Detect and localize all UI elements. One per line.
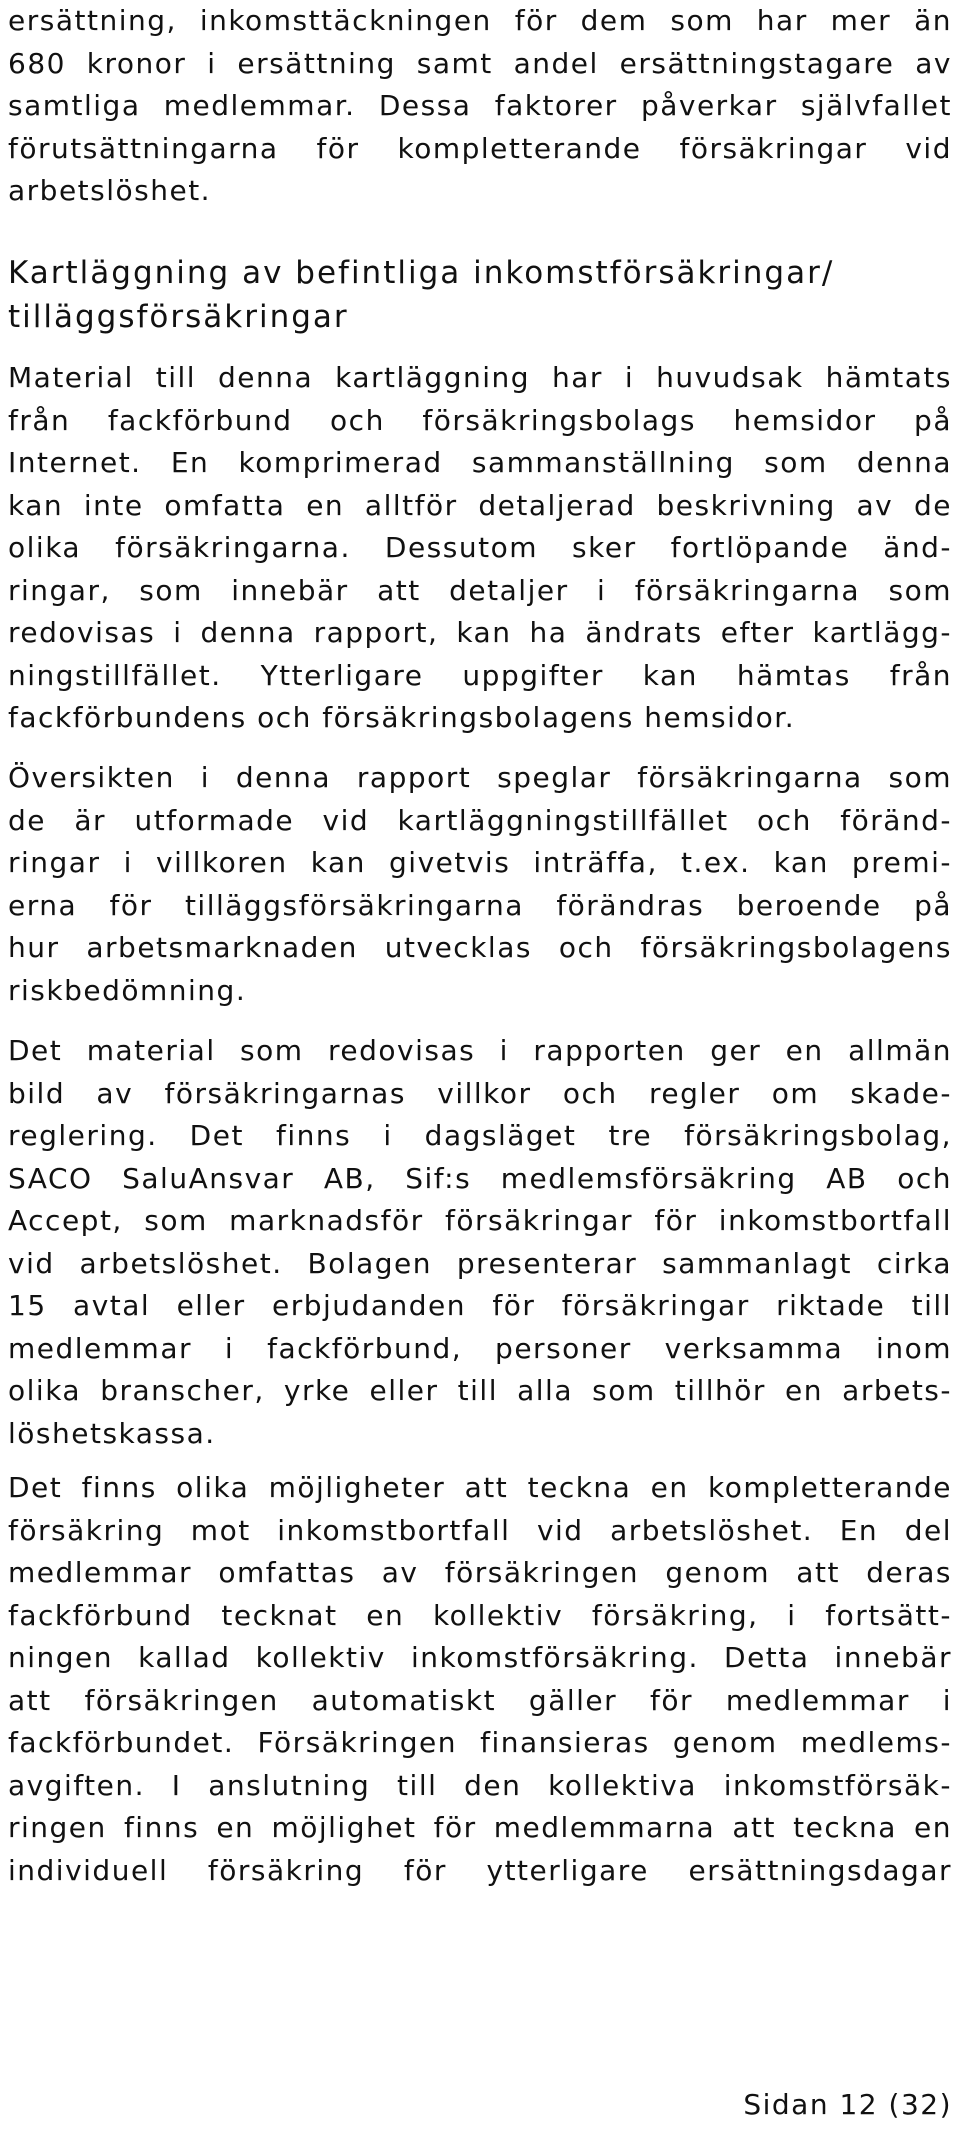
text-line: avgiften. I anslutning till den kollektiva inkomstförsäk- bbox=[8, 1768, 952, 1802]
text-line: riskbedömning. bbox=[8, 973, 247, 1007]
text-line: 680 kronor i ersättning samt andel ersättningstagare av bbox=[8, 46, 952, 80]
text-line: förutsättningarna för kompletterande försäkringar vid bbox=[8, 131, 952, 165]
text-line: erna för tilläggsförsäkringarna förändras beroende på bbox=[8, 888, 952, 922]
text-line: bild av försäkringarnas villkor och regler om skade- bbox=[8, 1076, 952, 1110]
paragraph-insurers bbox=[8, 1030, 952, 1455]
text-line: fackförbund tecknat en kollektiv försäkring, i fortsätt- bbox=[8, 1598, 952, 1632]
text-line: Översikten i denna rapport speglar försäkringarna som bbox=[8, 761, 952, 794]
text-line: att försäkringen automatiskt gäller för medlemmar i bbox=[8, 1683, 952, 1717]
paragraph-material bbox=[8, 357, 952, 740]
text-line: arbetslöshet. bbox=[8, 174, 212, 207]
page-number: Sidan 12 (32) bbox=[743, 2088, 952, 2121]
text-line: olika försäkringarna. Dessutom sker fortlöpande änd- bbox=[8, 531, 952, 564]
text-line: ringar, som innebär att detaljer i försäkringarna som bbox=[8, 573, 952, 607]
text-line: fackförbundens och försäkringsbolagens hemsidor. bbox=[8, 701, 796, 734]
text-line: reglering. Det finns i dagsläget tre försäkringsbolag, bbox=[8, 1119, 952, 1152]
text-line: hur arbetsmarknaden utvecklas och försäkringsbolagens bbox=[8, 931, 952, 964]
text-line: SACO SaluAnsvar AB, Sif:s medlemsförsäkring AB och bbox=[8, 1161, 952, 1195]
paragraph-intro bbox=[8, 0, 952, 213]
heading-line: Kartläggning av befintliga inkomstförsäkringar/ bbox=[8, 255, 835, 291]
section-heading bbox=[8, 251, 952, 339]
text-line: medlemmar omfattas av försäkringen genom att deras bbox=[8, 1556, 952, 1589]
text-line: ringar i villkoren kan givetvis inträffa, t.ex. kan premi- bbox=[8, 846, 952, 879]
text-line: 15 avtal eller erbjudanden för försäkringar riktade till bbox=[8, 1289, 952, 1322]
text-line: Internet. En komprimerad sammanställning som denna bbox=[8, 446, 952, 479]
text-line: ringen finns en möjlighet för medlemmarna att teckna en bbox=[8, 1811, 952, 1844]
text-line: ningen kallad kollektiv inkomstförsäkring. Detta innebär bbox=[8, 1641, 952, 1674]
text-line: ningstillfället. Ytterligare uppgifter kan hämtas från bbox=[8, 658, 952, 692]
text-line: löshetskassa. bbox=[8, 1416, 216, 1450]
text-line: ersättning, inkomsttäckningen för dem som har mer än bbox=[8, 4, 952, 37]
text-line: Material till denna kartläggning har i huvudsak hämtats bbox=[8, 361, 952, 394]
text-line: samtliga medlemmar. Dessa faktorer påverkar självfallet bbox=[8, 89, 952, 122]
text-line: de är utformade vid kartläggningstillfället och föränd- bbox=[8, 803, 952, 837]
paragraph-options bbox=[8, 1467, 952, 1892]
text-line: Accept, som marknadsför försäkringar för inkomstbortfall bbox=[8, 1204, 952, 1237]
text-line: Det material som redovisas i rapporten ger en allmän bbox=[8, 1034, 952, 1067]
text-line: vid arbetslöshet. Bolagen presenterar sammanlagt cirka bbox=[8, 1246, 952, 1280]
paragraph-overview bbox=[8, 757, 952, 1012]
heading-line: tilläggsförsäkringar bbox=[8, 299, 349, 335]
text-line: medlemmar i fackförbund, personer verksamma inom bbox=[8, 1331, 952, 1365]
text-line: olika branscher, yrke eller till alla som tillhör en arbets- bbox=[8, 1374, 952, 1407]
text-line: försäkring mot inkomstbortfall vid arbetslöshet. En del bbox=[8, 1513, 952, 1547]
text-line: Det finns olika möjligheter att teckna en kompletterande bbox=[8, 1471, 952, 1504]
text-line: individuell försäkring för ytterligare ersättningsdagar bbox=[8, 1853, 952, 1887]
text-line: redovisas i denna rapport, kan ha ändrats efter kartlägg- bbox=[8, 616, 952, 649]
text-line: från fackförbund och försäkringsbolags hemsidor på bbox=[8, 403, 952, 437]
text-line: fackförbundet. Försäkringen finansieras genom medlems- bbox=[8, 1726, 952, 1759]
text-line: kan inte omfatta en alltför detaljerad beskrivning av de bbox=[8, 488, 952, 522]
